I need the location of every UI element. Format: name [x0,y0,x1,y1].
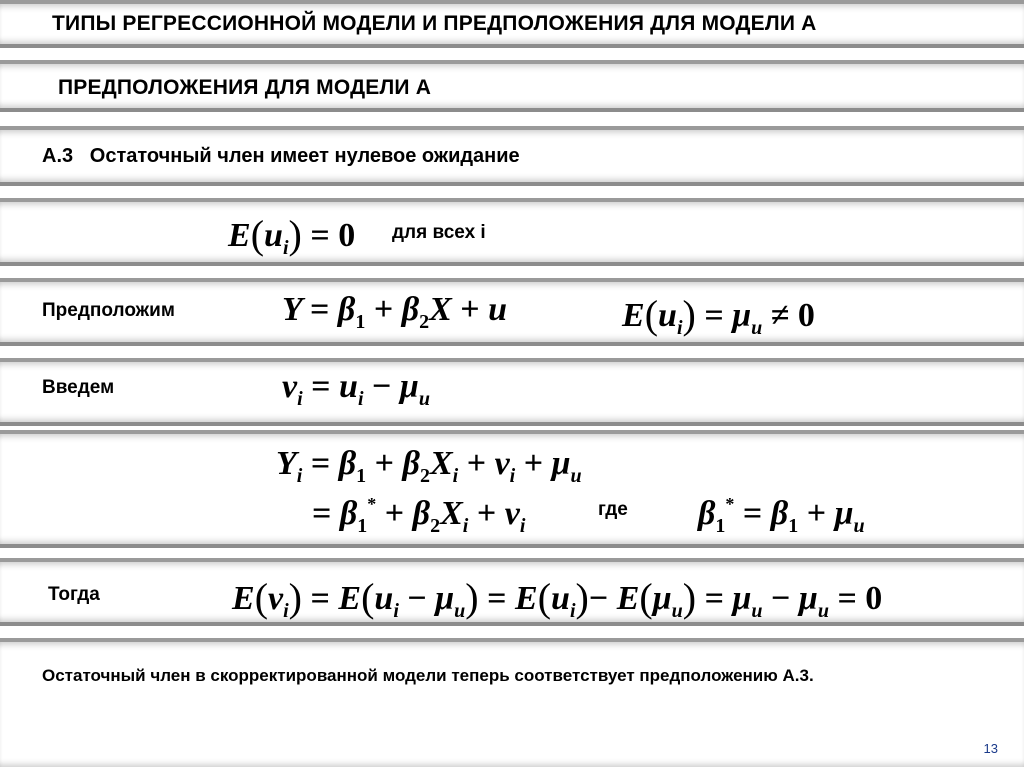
expectation-zero-formula: $E(u_i) = 0$ [228,212,356,259]
slide-subtitle: ПРЕДПОЛОЖЕНИЯ ДЛЯ МОДЕЛИ А [58,76,432,99]
expectation-band [0,198,1024,266]
model-formula: $Y = \beta_1 + \beta_2X + u$ [282,291,508,333]
beta-star-definition: $\beta_1^* = \beta_1 + \mu_u$ [698,494,865,537]
transformed-model-line2: = $\beta_1^* + \beta_2X_i + v_i$ [312,494,526,537]
expectation-nonzero-formula: $E(u_i) = \mu_u \ne 0$ [622,292,815,339]
expectation-v-formula: $E(v_i) = E(u_i - \mu_u) = E(u_i)- E(\mu_u) = \mu_u - \mu_u = 0$ [232,575,883,622]
transformed-model-line1: $Y_i = \beta_1 + \beta_2X_i + v_i + \mu_u$ [276,445,582,487]
conclusion-band [0,638,1024,767]
assumption-heading: А.3 Остаточный член имеет нулевое ожидание [42,145,520,167]
introduce-band [0,358,1024,426]
suppose-label: Предположим [42,300,175,321]
where-label: где [598,499,628,520]
conclusion-text: Остаточный член в скорректированной модели теперь соответствует предположению А.3. [42,666,814,685]
for-all-i-label: для всех i [392,222,486,243]
introduce-label: Введем [42,377,115,398]
then-label: Тогда [48,584,100,605]
v-definition-formula: $v_i = u_i - \mu_u$ [282,368,430,410]
slide-title: ТИПЫ РЕГРЕССИОННОЙ МОДЕЛИ И ПРЕДПОЛОЖЕНИЯ ДЛЯ МОДЕЛИ А [52,12,817,35]
page-number: 13 [983,741,998,756]
